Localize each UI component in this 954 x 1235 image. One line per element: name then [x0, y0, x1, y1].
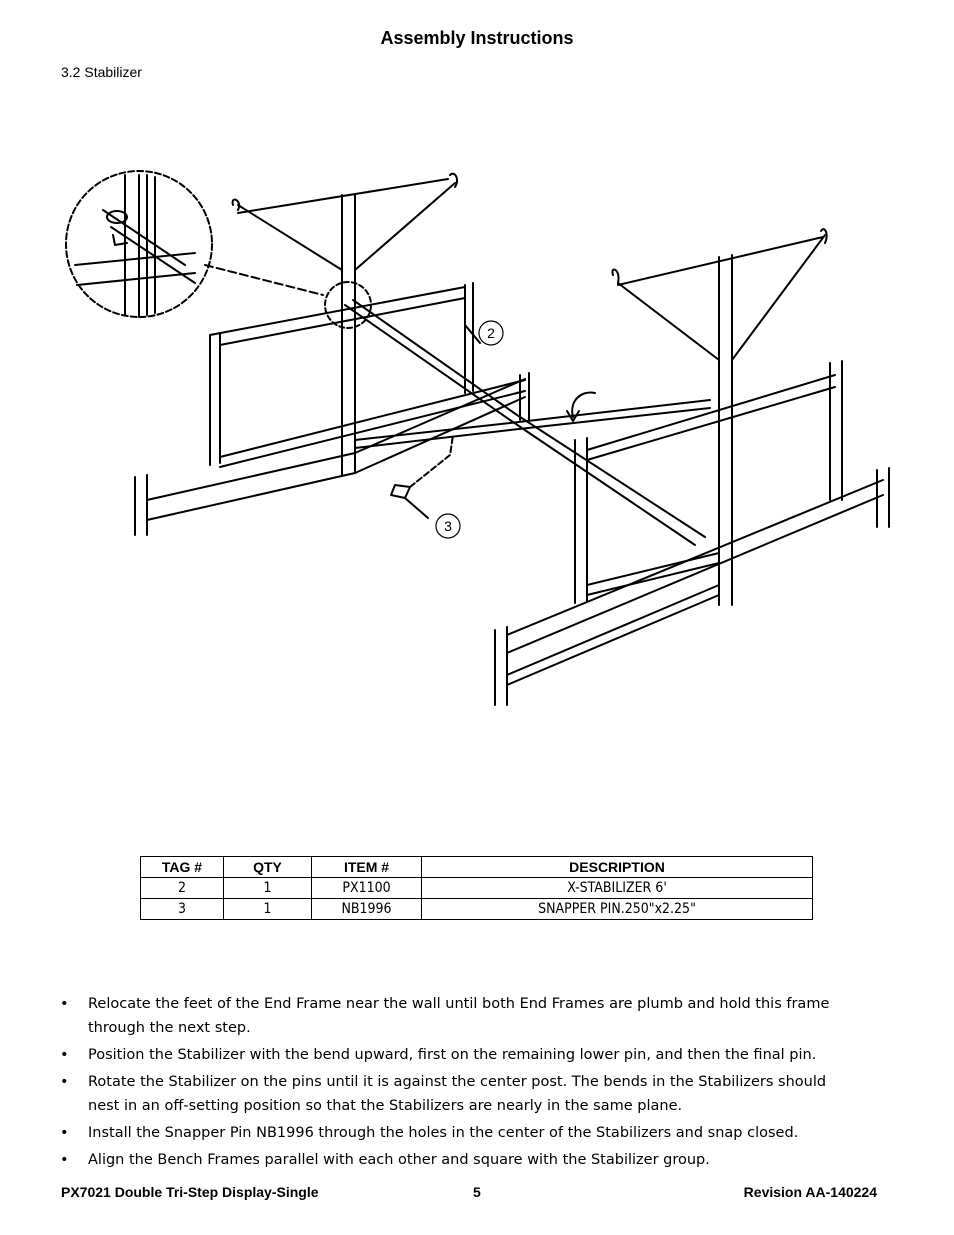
footer-document-title: PX7021 Double Tri-Step Display-Single [61, 1184, 319, 1200]
list-item [60, 1070, 850, 1118]
bullet-icon: • [60, 1047, 69, 1063]
detail-inset-parts [75, 175, 195, 317]
callout-2-label: 2 [487, 325, 495, 341]
list-item [60, 1121, 850, 1145]
step-text: Rotate the Stabilizer on the pins until it is against the center post. The bends in the Stabilizers should nest in an off-setting position so that the Stabilizers are nearly in the same plane. [88, 1074, 827, 1114]
cell-tag: 3 [141, 899, 224, 920]
step-text: Align the Bench Frames parallel with each other and square with the Stabilizer group. [88, 1152, 710, 1168]
cell-description: X-STABILIZER 6' [422, 878, 813, 899]
col-header-item: ITEM # [312, 857, 422, 878]
cell-item: PX1100 [312, 878, 422, 899]
cell-qty: 1 [224, 878, 312, 899]
callout-2 [479, 321, 503, 345]
instruction-list [60, 992, 850, 1175]
right-end-frame [719, 255, 732, 605]
callout-3 [436, 514, 460, 538]
list-item [60, 992, 850, 1040]
list-item [60, 1148, 850, 1172]
col-header-tag: TAG # [141, 857, 224, 878]
cell-item: NB1996 [312, 899, 422, 920]
snapper-pin [391, 485, 410, 498]
table-row [141, 899, 813, 920]
col-header-description: DESCRIPTION [422, 857, 813, 878]
bullet-icon: • [60, 1074, 69, 1090]
step-text: Install the Snapper Pin NB1996 through the holes in the center of the Stabilizers and snap closed. [88, 1125, 799, 1141]
cell-description: SNAPPER PIN.250"x2.25" [422, 899, 813, 920]
cell-tag: 2 [141, 878, 224, 899]
list-item [60, 1043, 850, 1067]
page-title: Assembly Instructions [380, 28, 574, 48]
parts-table [140, 856, 813, 920]
bullet-icon: • [60, 996, 69, 1012]
table-row [141, 878, 813, 899]
bullet-icon: • [60, 1125, 69, 1141]
col-header-qty: QTY [224, 857, 312, 878]
cell-qty: 1 [224, 899, 312, 920]
bullet-icon: • [60, 1152, 69, 1168]
step-text: Relocate the feet of the End Frame near the wall until both End Frames are plumb and hold this frame through the next step. [88, 996, 830, 1036]
callout-3-label: 3 [444, 518, 452, 534]
footer-page-number: 5 [473, 1184, 481, 1200]
stabilizer-assembly-diagram [55, 165, 895, 715]
section-heading: 3.2 Stabilizer [61, 64, 142, 80]
footer-revision: Revision AA-140224 [743, 1184, 877, 1200]
step-text: Position the Stabilizer with the bend upward, first on the remaining lower pin, and then the final pin. [88, 1047, 817, 1063]
table-header-row [141, 857, 813, 878]
